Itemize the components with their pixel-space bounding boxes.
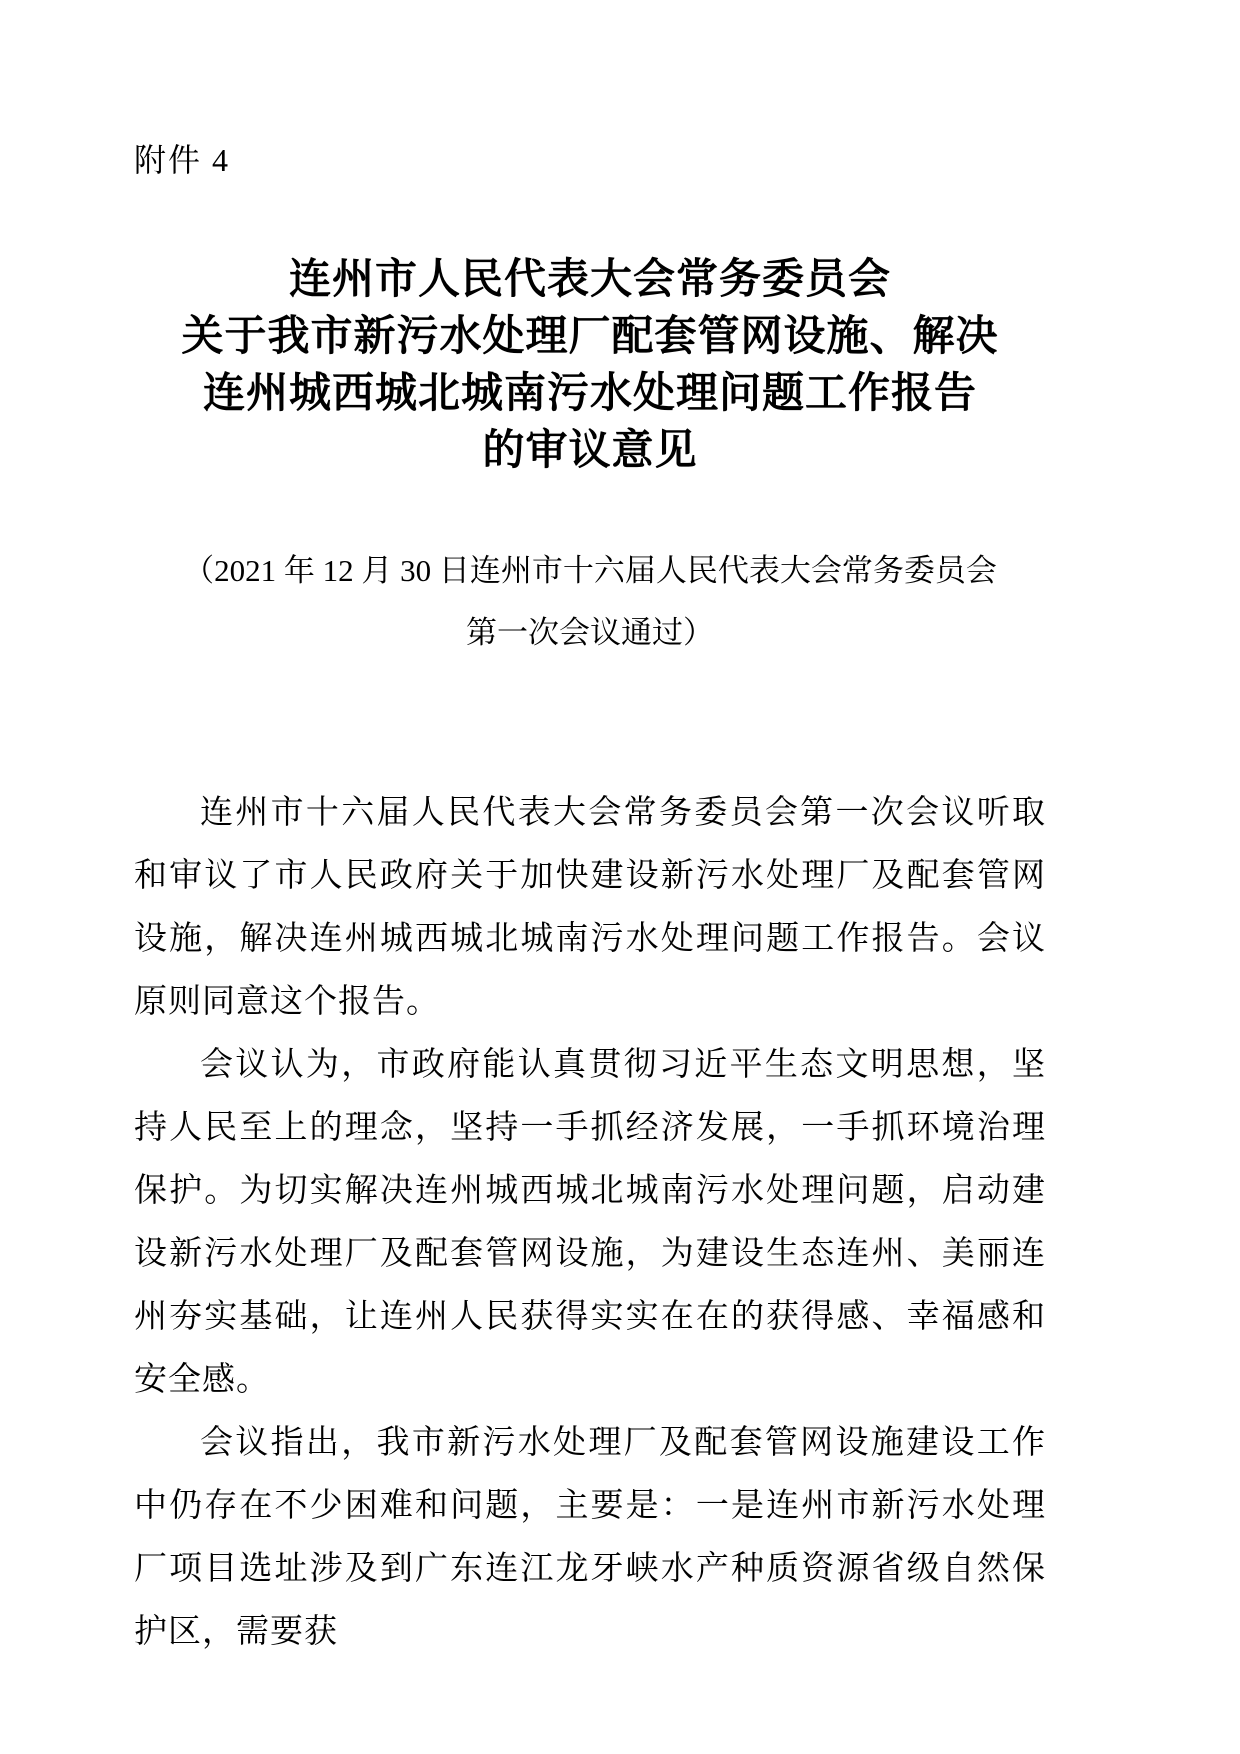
document-title-line-4: 的审议意见 xyxy=(482,428,698,474)
body-paragraph-3: 会议指出，我市新污水处理厂及配套管网设施建设工作中仍存在不少困难和问题，主要是：一是连州市新污水处理厂项目选址涉及到广东连江龙牙峡水产种质资源省级自然保护区，需要获 xyxy=(134,1425,1046,1650)
document-title-line-2: 关于我市新污水处理厂配套管网设施、解决 xyxy=(181,314,999,360)
body-paragraph-2: 会议认为，市政府能认真贯彻习近平生态文明思想，坚持人民至上的理念，坚持一手抓经济发展，一手抓环境治理保护。为切实解决连州城西城北城南污水处理问题，启动建设新污水处理厂及配套管网设施，为建设生态连州、美丽连州夯实基础，让连州人民获得实实在在的获得感、幸福感和安全感。 xyxy=(134,1047,1046,1398)
document-title xyxy=(134,252,1046,480)
attachment-label: 附件 4 xyxy=(134,142,231,178)
document-title-line-1: 连州市人民代表大会常务委员会 xyxy=(288,257,891,303)
document-title-line-3: 连州城西城北城南污水处理问题工作报告 xyxy=(202,371,977,417)
approval-date-line-2: 第一次会议通过） xyxy=(466,615,714,650)
approval-date-line-1: （2021 年 12 月 30 日连州市十六届人民代表大会常务委员会 xyxy=(183,553,997,588)
approval-date-block xyxy=(134,540,1046,664)
body-paragraph-1: 连州市十六届人民代表大会常务委员会第一次会议听取和审议了市人民政府关于加快建设新污水处理厂及配套管网设施，解决连州城西城北城南污水处理问题工作报告。会议原则同意这个报告。 xyxy=(134,795,1046,1020)
document-body xyxy=(134,782,1046,1664)
